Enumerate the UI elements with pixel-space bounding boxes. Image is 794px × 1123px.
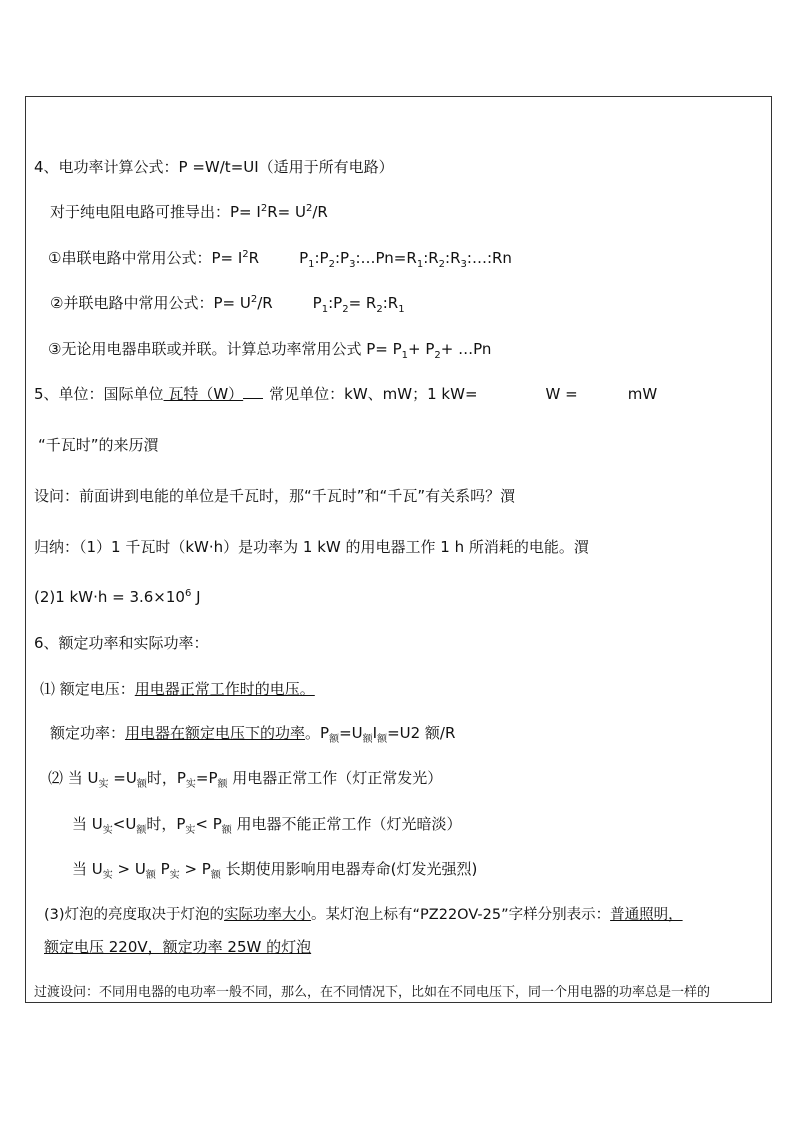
line-bulb-brightness: (3)灯泡的亮度取决于灯泡的实际功率大小。某灯泡上标有“PZ22OV-25”字样分别表示：普通照明， — [44, 907, 683, 923]
line-parallel-formula: ②并联电路中常用公式：$P= U^2/R$ $P_1:P_2=$ $R_2:R_1$ — [50, 294, 405, 315]
line-pure-resistance: 对于纯电阻电路可推导出：$P= I^2R= U^2/R$ — [50, 203, 328, 221]
line-rated-power: 额定功率：用电器在额定电压下的功率。$P_额=U_额I_额=U2$ 额/R — [50, 724, 456, 745]
line-bulb-meaning: 额定电压 220V，额定功率 25W 的灯泡 — [44, 938, 312, 956]
line-case-greater: 当 $U_实 > U_额$ $P_实 > P_额$ 长期使用影响用电器寿命(灯发光强烈) — [72, 860, 478, 881]
line-series-formula: ①串联电路中常用公式：$P= I^2R$ $P_1:P_2:P_3:\dots Pn=R_1:R_2:R_3:\dots:Rn$ — [48, 249, 512, 270]
line-section-6: 6、额定功率和实际功率： — [34, 634, 209, 652]
line-summary-2: (2)1 $kW\cdot h = 3.6\times 10^6$ J — [34, 588, 201, 606]
line-units: 5、单位：国际单位 瓦特（W） 常见单位：kW、mW；1 kW= W = mW — [34, 385, 658, 403]
line-rated-voltage: ⑴ 额定电压：用电器正常工作时的电压。 — [40, 680, 315, 698]
line-case-equal: ⑵ 当 $U_实 =U_额$时，$P_实=P_额$ 用电器正常工作（灯正常发光） — [48, 769, 443, 790]
line-case-less: 当 $U_实<U_额$时，$P_实< P_额$ 用电器不能正常工作（灯光暗淡） — [72, 815, 462, 836]
line-total-power: ③无论用电器串联或并联。计算总功率常用公式 $P= P_1+ P_2+$ …Pn — [48, 340, 492, 361]
line-summary-1: 归纳：（1）1 千瓦时（kW·h）是功率为 1 kW 的用电器工作 1 h 所消耗的电能。㵋 — [34, 538, 589, 556]
line-kwh-origin: “千瓦时”的来历㵋 — [38, 436, 159, 454]
line-question: 设问：前面讲到电能的单位是千瓦时，那“千瓦时”和“千瓦”有关系吗？㵋 — [34, 487, 516, 505]
line-power-formula: 4、电功率计算公式：P =W/t=UI（适用于所有电路） — [34, 158, 394, 176]
line-transition-question: 过渡设问：不同用电器的电功率一般不同，那么，在不同情况下，比如在不同电压下，同一个用电器的功率总是一样的 — [34, 985, 711, 1000]
